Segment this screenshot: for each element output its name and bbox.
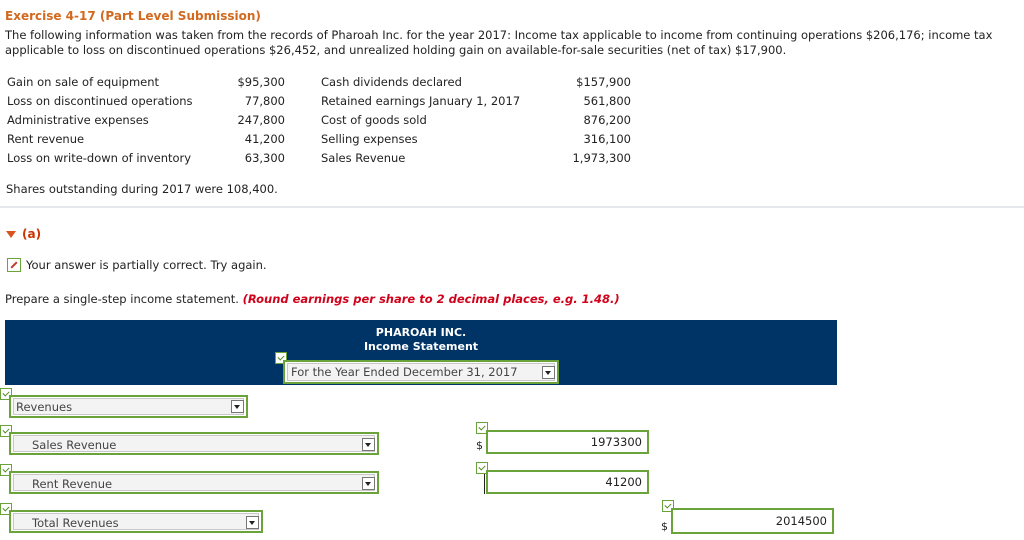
dropdown-arrow-icon xyxy=(362,438,375,451)
record-label: Cash dividends declared xyxy=(321,75,462,89)
record-value: 316,100 xyxy=(583,132,631,146)
total-revenues-amount-input[interactable]: 2014500 xyxy=(671,508,834,534)
dropdown-arrow-icon xyxy=(231,400,244,413)
record-label: Administrative expenses xyxy=(7,113,149,127)
record-label: Loss on discontinued operations xyxy=(7,94,193,108)
record-value: 63,300 xyxy=(244,151,285,165)
rent-revenue-amount-input[interactable]: 41200 xyxy=(486,470,649,494)
sales-revenue-select-value: Sales Revenue xyxy=(32,438,117,452)
sales-revenue-amount-input[interactable]: 1973300 xyxy=(486,430,649,454)
record-value: $95,300 xyxy=(237,75,285,89)
shares-note: Shares outstanding during 2017 were 108,400. xyxy=(6,182,278,196)
instruction xyxy=(5,292,620,306)
currency-sign: $ xyxy=(476,439,483,452)
record-value: 876,200 xyxy=(583,113,631,127)
collapse-triangle-icon xyxy=(6,231,16,238)
record-label: Gain on sale of equipment xyxy=(7,75,160,89)
section-divider xyxy=(0,206,1024,208)
dropdown-arrow-icon xyxy=(246,516,259,529)
company-name: PHAROAH INC. xyxy=(375,326,467,339)
record-label: Loss on write-down of inventory xyxy=(7,151,192,165)
rent-revenue-select-value: Rent Revenue xyxy=(32,477,113,491)
dropdown-arrow-icon xyxy=(362,477,375,490)
part-a-label: (a) xyxy=(22,227,42,241)
record-label: Retained earnings January 1, 2017 xyxy=(321,94,521,108)
record-label: Sales Revenue xyxy=(321,151,406,165)
dropdown-arrow-icon xyxy=(542,366,555,379)
record-value: $157,900 xyxy=(576,75,631,89)
rent-revenue-select[interactable] xyxy=(9,471,379,494)
answer-status xyxy=(7,258,267,272)
instruction-text: Prepare a single-step income statement. xyxy=(5,292,243,306)
total-revenues-select[interactable] xyxy=(9,510,263,533)
record-value: 561,800 xyxy=(583,94,631,108)
currency-sign: $ xyxy=(661,520,668,533)
partially-correct-icon xyxy=(7,258,21,272)
instruction-note: (Round earnings per share to 2 decimal places, e.g. 1.48.) xyxy=(242,292,620,306)
record-label: Selling expenses xyxy=(321,132,418,146)
total-revenues-select-value: Total Revenues xyxy=(32,516,119,530)
record-label: Rent revenue xyxy=(7,132,85,146)
sales-revenue-select[interactable] xyxy=(9,432,379,455)
record-value: 247,800 xyxy=(237,113,285,127)
exercise-intro: The following information was taken from the records of Pharoah Inc. for the year 2017: Income tax applicable to income from continuing operations $206,176; income tax applicable to loss on discontinued operations $26,452, and unrealized holding gain on available-for-sale securities (net of tax) $17,900. xyxy=(5,28,993,57)
period-select[interactable] xyxy=(283,360,559,384)
statement-title: Income Statement xyxy=(363,340,479,353)
record-label: Cost of goods sold xyxy=(321,113,427,127)
revenues-select[interactable] xyxy=(9,395,248,418)
record-value: 1,973,300 xyxy=(572,151,631,165)
underline-marker xyxy=(484,474,485,494)
revenues-select-value: Revenues xyxy=(16,400,73,414)
exercise-title: Exercise 4-17 (Part Level Submission) xyxy=(5,9,261,23)
period-select-value: For the Year Ended December 31, 2017 xyxy=(291,365,518,379)
part-a-toggle[interactable] xyxy=(6,227,41,241)
record-value: 41,200 xyxy=(244,132,285,146)
answer-status-text: Your answer is partially correct. Try again. xyxy=(26,258,267,272)
record-value: 77,800 xyxy=(244,94,285,108)
